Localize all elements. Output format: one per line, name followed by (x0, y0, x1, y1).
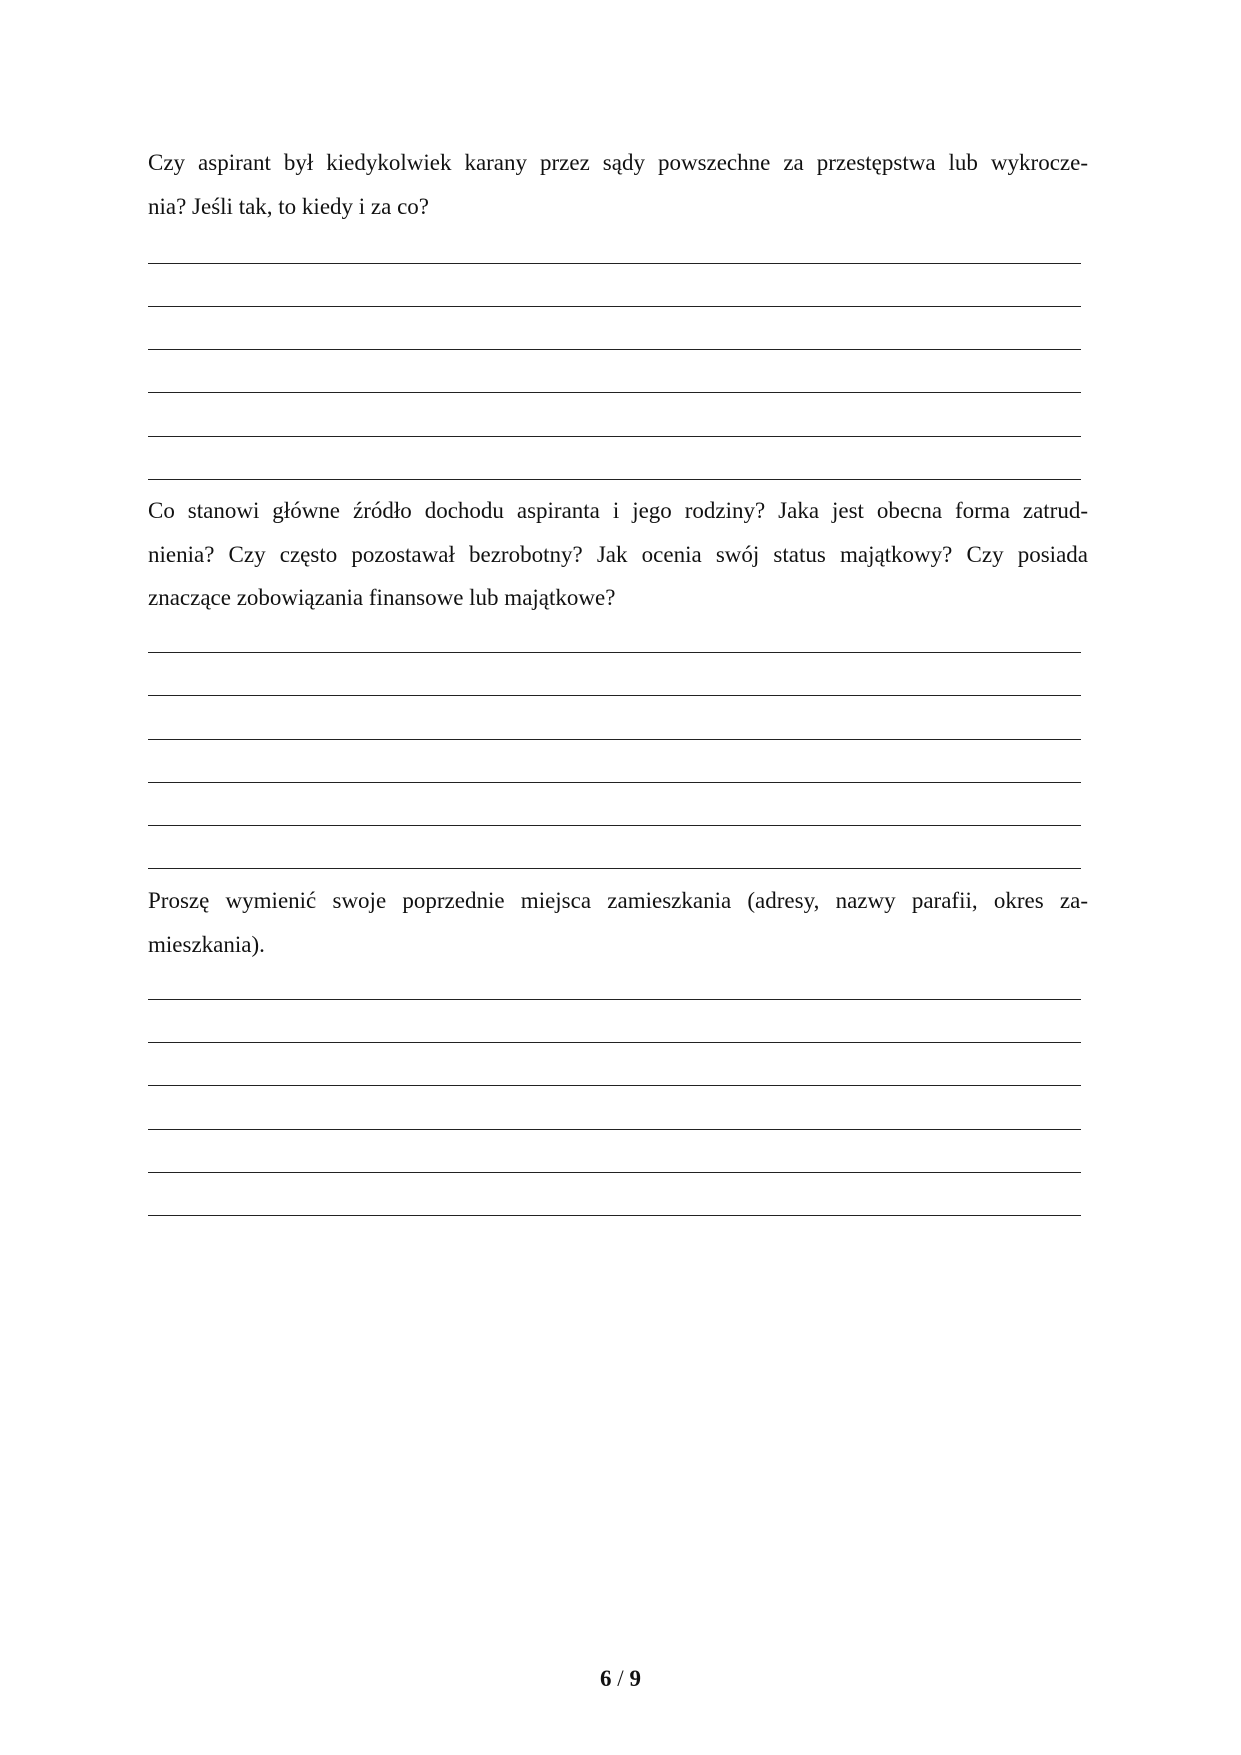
answer-line-2-6[interactable] (148, 868, 1081, 869)
answer-line-1-1[interactable] (148, 263, 1081, 264)
answer-line-3-6[interactable] (148, 1215, 1081, 1216)
answer-line-2-1[interactable] (148, 652, 1081, 653)
answer-line-3-2[interactable] (148, 1042, 1081, 1043)
question-1-line-2: nia? Jeśli tak, to kiedy i za co? (148, 193, 430, 219)
answer-line-3-5[interactable] (148, 1172, 1081, 1173)
page-number (0, 1666, 1241, 1692)
question-2-line-1: Co stanowi główne źródło dochodu aspiranta i jego rodziny? Jaka jest obecna forma zatrud- (148, 498, 1088, 523)
answer-line-1-4[interactable] (148, 392, 1081, 393)
answer-line-2-5[interactable] (148, 825, 1081, 826)
question-1-line-1: Czy aspirant był kiedykolwiek karany przez sądy powszechne za przestępstwa lub wykrocze- (148, 150, 1088, 175)
answer-line-3-3[interactable] (148, 1085, 1081, 1086)
answer-line-1-6[interactable] (148, 479, 1081, 480)
question-2-line-2: nienia? Czy często pozostawał bezrobotny? Jak ocenia swój status majątkowy? Czy posiada (148, 541, 1088, 567)
answer-line-2-4[interactable] (148, 782, 1081, 783)
answer-line-1-2[interactable] (148, 306, 1081, 307)
answer-line-3-4[interactable] (148, 1129, 1081, 1130)
answer-line-1-5[interactable] (148, 436, 1081, 437)
question-3 (148, 879, 1088, 966)
answer-line-2-2[interactable] (148, 695, 1081, 696)
answer-line-3-1[interactable] (148, 999, 1081, 1000)
total-pages: 9 (629, 1666, 641, 1691)
answer-line-1-3[interactable] (148, 349, 1081, 350)
question-3-line-2: mieszkania). (148, 931, 265, 957)
question-3-line-1: Proszę wymienić swoje poprzednie miejsca zamieszkania (adresy, nazwy parafii, okres za- (148, 888, 1088, 913)
question-1 (148, 141, 1088, 228)
page-separator: / (617, 1666, 624, 1691)
current-page: 6 (600, 1666, 612, 1691)
question-2-line-3: znaczące zobowiązania finansowe lub majątkowe? (148, 585, 616, 610)
question-2 (148, 489, 1088, 620)
answer-line-2-3[interactable] (148, 739, 1081, 740)
